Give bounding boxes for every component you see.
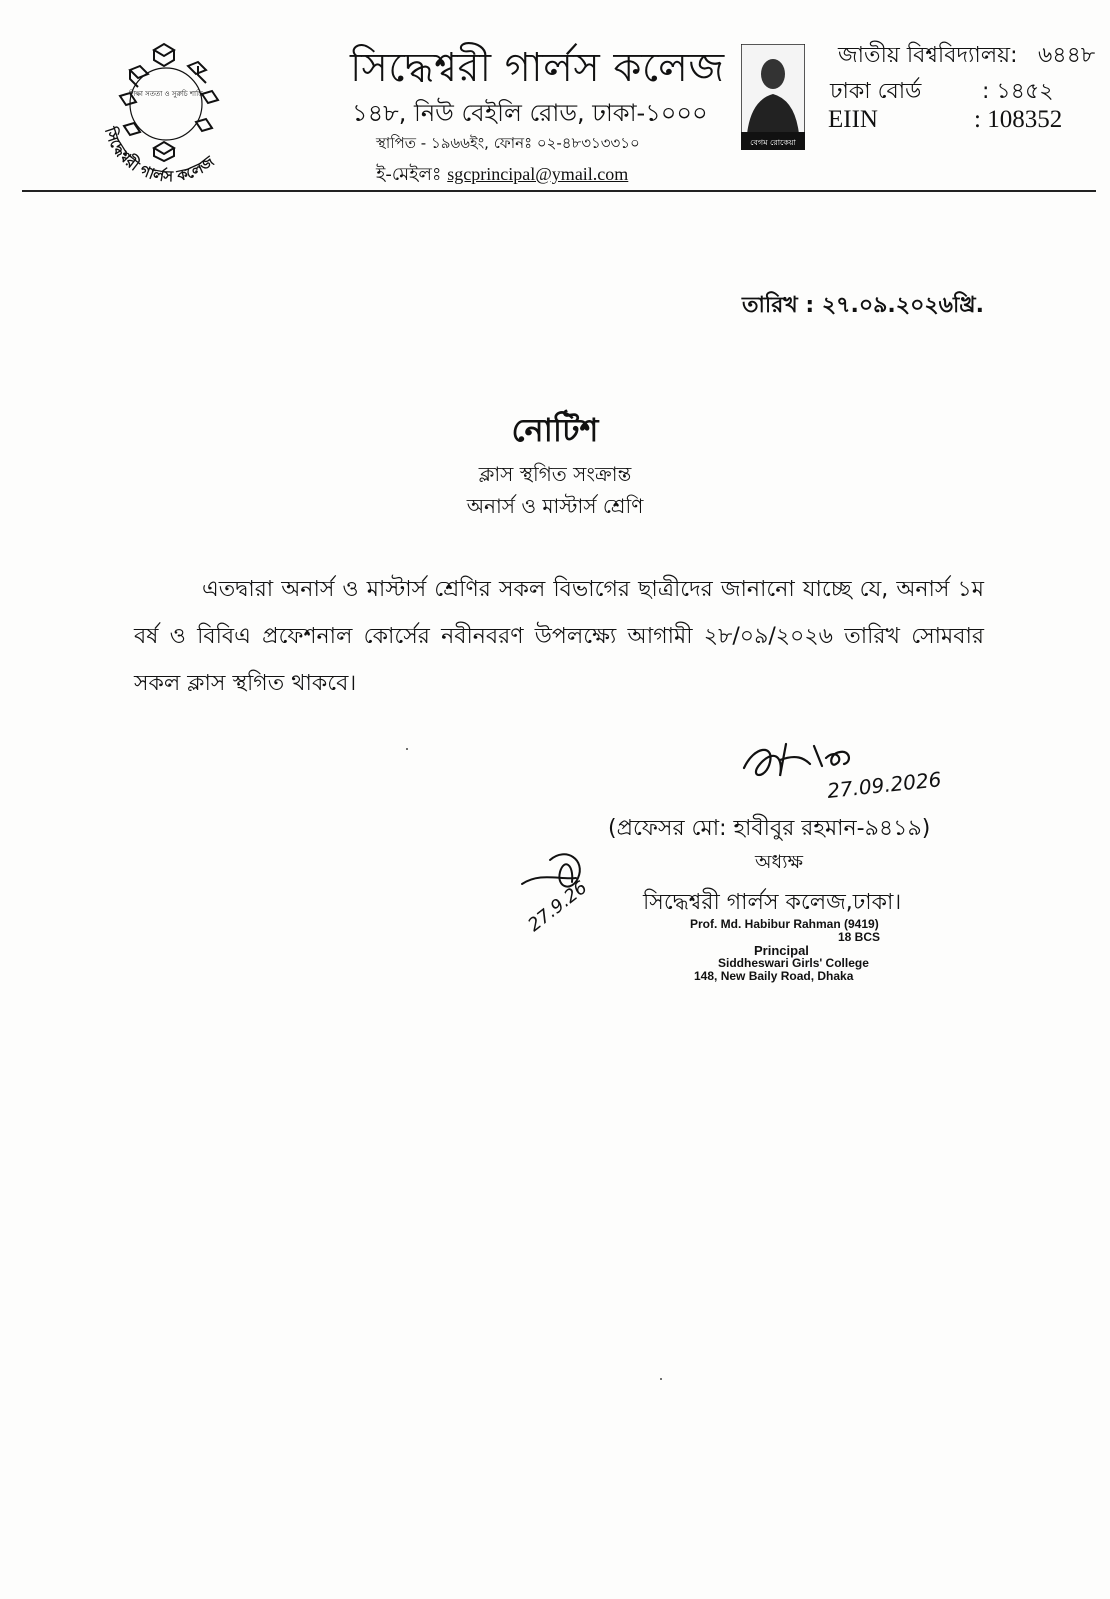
principal-signature <box>740 740 960 810</box>
eiin-value: : 108352 <box>974 106 1063 133</box>
logo-center-text: শিক্ষা সততা ও সুরুচি শান্তি <box>129 90 203 98</box>
email-link[interactable]: sgcprincipal@ymail.com <box>447 164 629 184</box>
nu-label: জাতীয় বিশ্ববিদ্যালয়: <box>838 43 1018 68</box>
initial-date: 27.9.26 <box>524 877 592 936</box>
notice-date: তারিখ : ২৭.০৯.২০২৬খ্রি. <box>742 293 984 318</box>
signature-date: 27.09.2026 <box>826 767 943 803</box>
principal-name: (প্রফেসর মো: হাবীবুর রহমান-৯৪১৯) <box>608 816 931 841</box>
notice-body <box>134 566 984 707</box>
stamp-name: Prof. Md. Habibur Rahman (9419) <box>690 917 879 931</box>
stamp-bcs: 18 BCS <box>838 930 881 944</box>
scan-speck <box>406 748 408 750</box>
nu-value: ৬৪৪৮ <box>1038 43 1096 68</box>
email-line <box>376 160 628 191</box>
notice-audience: অনার্স ও মাস্টার্স শ্রেণি <box>466 494 644 518</box>
header-divider <box>22 190 1096 192</box>
notice-subtitle: ক্লাস স্থগিত সংক্রান্ত <box>478 462 632 486</box>
national-university-code <box>838 38 1096 75</box>
principal-designation: অধ্যক্ষ <box>755 851 804 873</box>
college-name: সিদ্ধেশ্বরী গার্লস কলেজ <box>350 45 725 91</box>
notice-title: নোটিশ <box>511 411 599 449</box>
scan-speck <box>660 1378 662 1380</box>
board-value: : ১৪৫২ <box>982 79 1054 104</box>
portrait-caption: বেগম রোকেয়া <box>750 138 796 147</box>
stamp-address: 148, New Baily Road, Dhaka <box>694 969 854 983</box>
notice-body-paragraph: এতদ্বারা অনার্স ও মাস্টার্স শ্রেণির সকল বিভাগের ছাত্রীদের জানানো যাচ্ছে যে, অনার্স ১ম বর্ষ ও বিবিএ প্রফেশনাল কোর্সের নবীনবরণ উপলক্ষ্যে আগামী ২৮/০৯/২০২৬ তারিখ সোমবার সকল ক্লাস স্থগিত থাকবে। <box>134 577 984 696</box>
college-address: ১৪৮, নিউ বেইলি রোড, ঢাকা-১০০০ <box>352 99 708 127</box>
board-label: ঢাকা বোর্ড <box>830 79 922 104</box>
eiin-code <box>828 106 1063 134</box>
eiin-label: EIIN <box>828 106 878 133</box>
established-phone: স্থাপিত - ১৯৬৬ইং, ফোনঃ ০২-৪৮৩১৩৩১০ <box>376 134 640 152</box>
signature-college: সিদ্ধেশ্বরী গার্লস কলেজ,ঢাকা। <box>643 890 902 915</box>
college-logo <box>84 30 254 200</box>
principal-stamp <box>690 917 881 983</box>
svg-text:সিদ্ধেশ্বরী গার্লস কলেজ <box>101 124 218 186</box>
portrait-image <box>741 44 805 150</box>
stamp-college: Siddheswari Girls' College <box>718 956 869 970</box>
initial-signature <box>520 842 610 942</box>
svg-text:শিক্ষা সততা ও সুরুচি শান্তি <box>128 90 203 98</box>
email-label: ই-মেইলঃ <box>376 164 442 185</box>
logo-ring-text: সিদ্ধেশ্বরী গার্লস কলেজ <box>100 124 218 186</box>
stamp-title: Principal <box>754 943 809 958</box>
